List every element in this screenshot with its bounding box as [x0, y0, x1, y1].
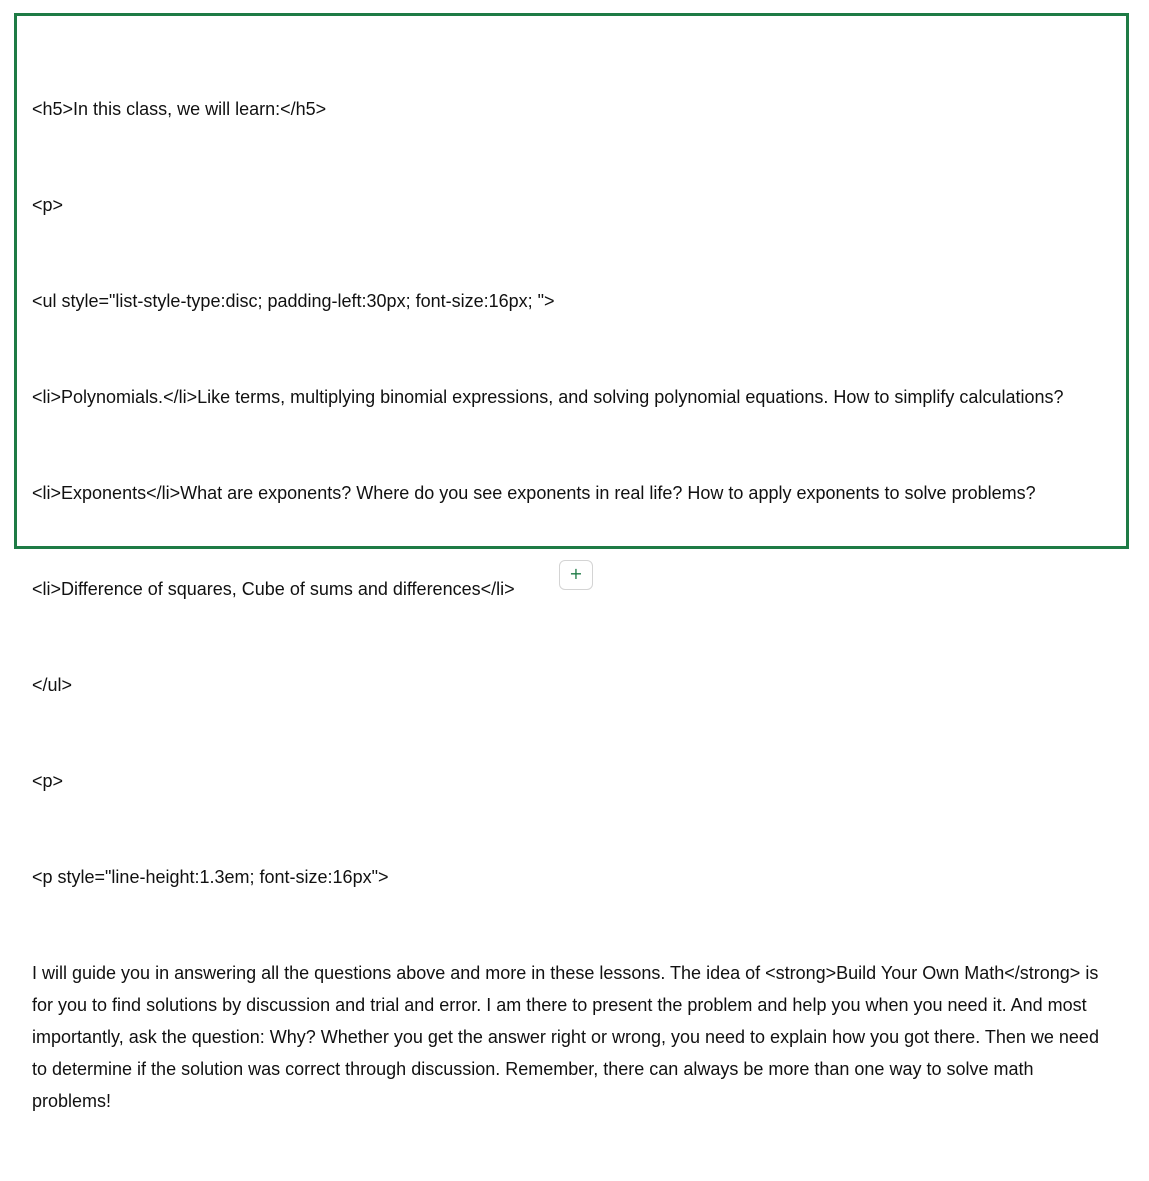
plus-icon: + [569, 564, 583, 583]
code-line: <p> [32, 771, 64, 791]
code-line: </ul> [32, 675, 73, 695]
code-line: <p style="line-height:1.3em; font-size:16px"> [32, 867, 389, 887]
code-line: <li>Difference of squares, Cube of sums and differences</li> [32, 579, 515, 599]
add-block-button[interactable] [559, 560, 593, 590]
code-line: <li>Polynomials.</li>Like terms, multiplying binomial expressions, and solving polynomial equations. How to simplify calculations? [32, 387, 1064, 407]
code-line: <li>Exponents</li>What are exponents? Where do you see exponents in real life? How to apply exponents to solve problems? [32, 483, 1036, 503]
code-line: <p> [32, 195, 64, 215]
html-code-editor[interactable] [14, 13, 1129, 1111]
editor-content[interactable] [32, 29, 1112, 1181]
code-line: <ul style="list-style-type:disc; padding-left:30px; font-size:16px; "> [32, 291, 555, 311]
code-line: I will guide you in answering all the questions above and more in these lessons. The idea of <strong>Build Your Own Math</strong> is for you to find solutions by discussion and trial and error. I am there to present the problem and help you when you need it. And most importantly, ask the question: Why? Whether you get the answer right or wrong, you need to explain how you got there. Then we need to determine if the solution was correct through discussion. Remember, there can always be more than one way to solve math problems! [32, 963, 1104, 1111]
code-line: <h5>In this class, we will learn:</h5> [32, 99, 327, 119]
